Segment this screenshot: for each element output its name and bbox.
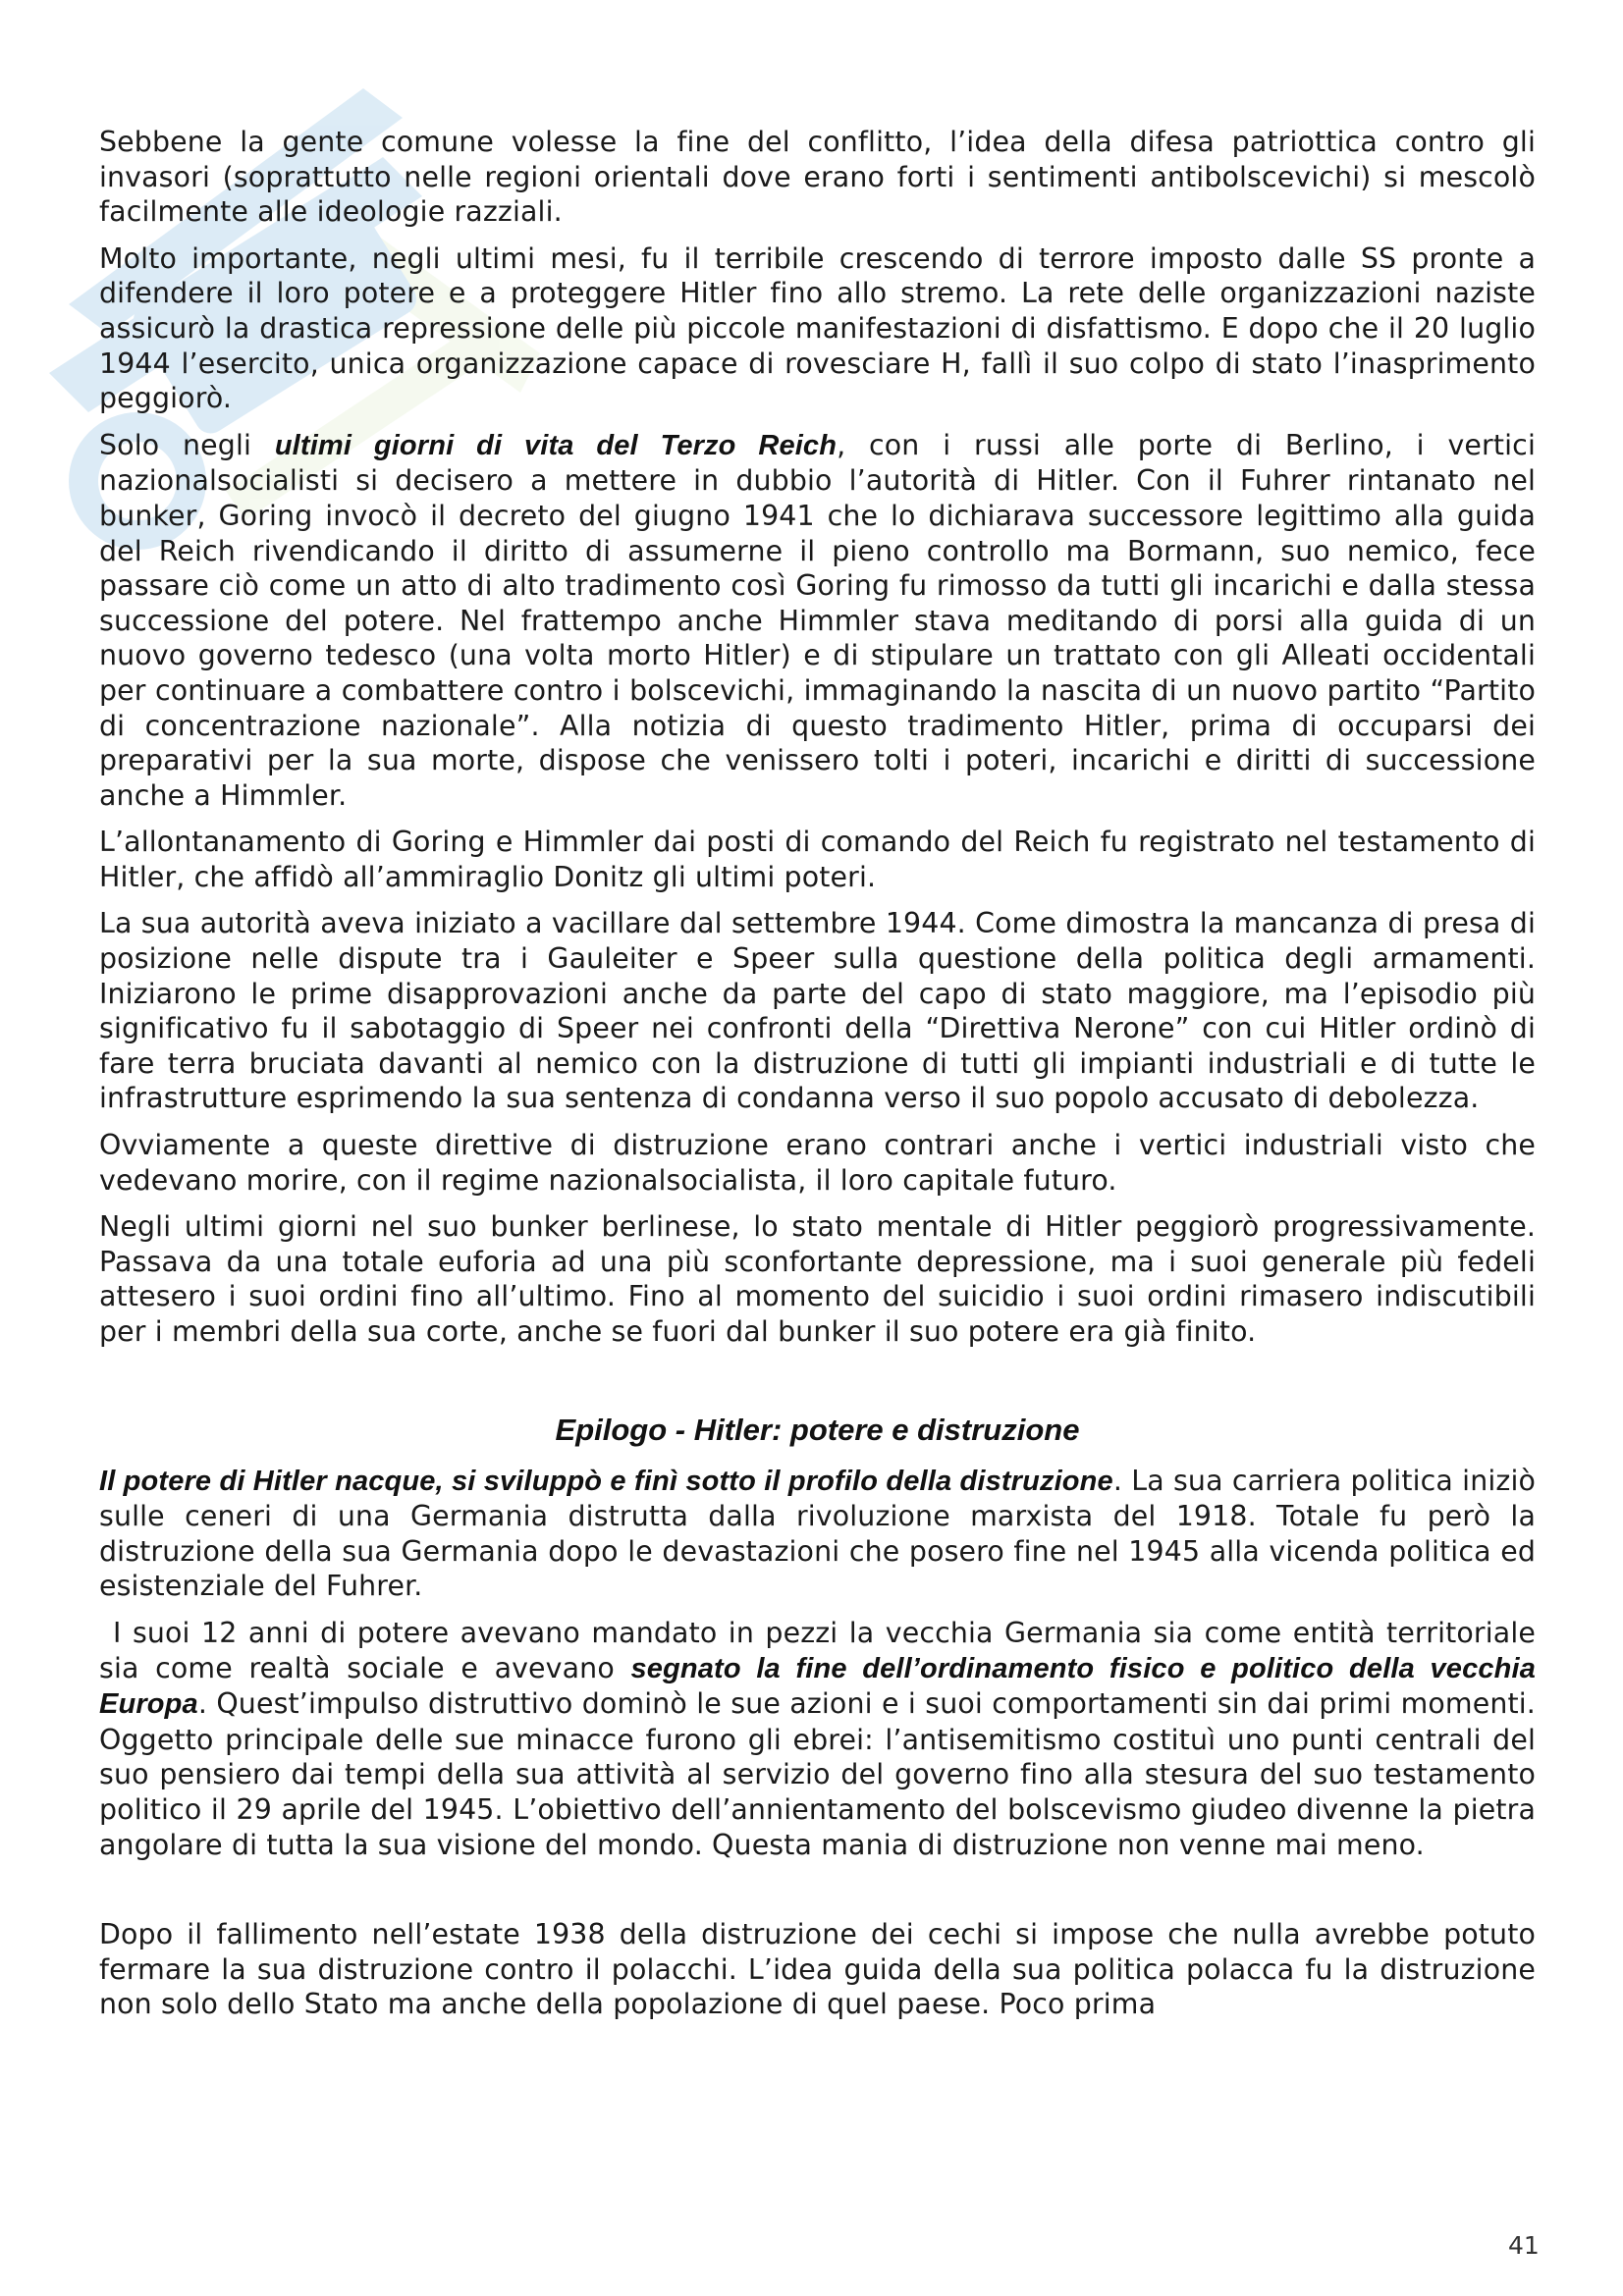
paragraph-6: Ovviamente a queste direttive di distruzione erano contrari anche i vertici industriali visto che vedevano morire, con il regime nazionalsocialista, il loro capitale futuro. [99,1129,1536,1197]
paragraph-9-rest: . Quest’impulso distruttivo dominò le sue azioni e i suoi comportamenti sin dai primi momenti. Oggetto principale delle sue minacce furono gli ebrei: l’antisemitismo costituì uno punti centrali del suo pensiero dai tempi della sua attività al servizio del governo fino alla stesura del suo testamento politico il 29 aprile del 1945. L’obiettivo dell’annientamento del bolscevismo giudeo divenne la pietra angolare di tutta la sua visione del mondo. Questa mania di distruzione non venne mai meno. [99,1687,1536,1861]
paragraph-5: La sua autorità aveva iniziato a vacillare dal settembre 1944. Come dimostra la mancanza di presa di posizione nelle dispute tra i Gauleiter e Speer sulla questione della politica degli armamenti. Iniziarono le prime disapprovazioni anche da parte del capo di stato maggiore, ma l’episodio più significativo fu il sabotaggio di Speer nei confronti della “Direttiva Nerone” con cui Hitler ordinò di fare terra bruciata davanti al nemico con la distruzione di tutti gli impianti industriali e di tutte le infrastrutture esprimendo la sua sentenza di condanna verso il suo popolo accusato di debolezza. [99,907,1536,1115]
paragraph-4: L’allontanamento di Goring e Himmler dai posti di comando del Reich fu registrato nel testamento di Hitler, che affidò all’ammiraglio Donitz gli ultimi poteri. [99,826,1536,893]
paragraph-7: Negli ultimi giorni nel suo bunker berlinese, lo stato mentale di Hitler peggiorò progressivamente. Passava da una totale euforia ad una più sconfortante depressione, ma i suoi generale più fedeli attesero i suoi ordini fino all’ultimo. Fino al momento del suicidio i suoi ordini rimasero indiscutibili per i membri della sua corte, anche se fuori dal bunker il suo potere era già finito. [99,1210,1536,1348]
paragraph-3-rest: , con i russi alle porte di Berlino, i vertici nazionalsocialisti si decisero a mettere in dubbio l’autorità di Hitler. Con il Fuhrer rintanato nel bunker, Goring invocò il decreto del giugno 1941 che lo dichiarava successore legittimo alla guida del Reich rivendicando il diritto di assumerne il pieno controllo ma Bormann, suo nemico, fece passare ciò come un atto di alto tradimento così Goring fu rimosso da tutti gli incarichi e dalla stessa successione del potere. Nel frattempo anche Himmler stava meditando di porsi alla guida di un nuovo governo tedesco (una volta morto Hitler) e di stipulare un trattato con gli Alleati occidentali per continuare a combattere contro i bolscevichi, immaginando la nascita di un nuovo partito “Partito di concentrazione nazionale”. Alla notizia di questo tradimento Hitler, prima di occuparsi dei preparativi per la sua morte, dispose che venissero tolti i poteri, incarichi e diritti di successione anche a Himmler. [99,428,1536,812]
paragraph-8-emphasis: Il potere di Hitler nacque, si sviluppò e finì sotto il profilo della distruzione [99,1465,1113,1497]
paragraph-3-start: Solo negli [99,428,275,461]
page-number: 41 [1508,2231,1540,2260]
paragraph-8-rest: . La sua carriera politica iniziò sulle ceneri di una Germania distrutta dalla rivoluzione marxista del 1918. Totale fu però la distruzione della sua Germania dopo le devastazioni che posero fine nel 1945 alla vicenda politica ed esistenziale del Fuhrer. [99,1464,1537,1603]
paragraph-8 [99,1464,1536,1604]
paragraph-3-emphasis: ultimi giorni di vita del Terzo Reich [274,429,838,461]
paragraph-9 [99,1616,1536,1862]
document-body [99,125,1536,2034]
paragraph-10: Dopo il fallimento nell’estate 1938 della distruzione dei cechi si impose che nulla avrebbe potuto fermare la sua distruzione contro il polacchi. L’idea guida della sua politica polacca fu la distruzione non solo dello Stato ma anche della popolazione di quel paese. Poco prima [99,1918,1536,2021]
paragraph-3 [99,428,1536,814]
paragraph-2: Molto importante, negli ultimi mesi, fu il terribile crescendo di terrore imposto dalle SS pronte a difendere il loro potere e a proteggere Hitler fino allo stremo. La rete delle organizzazioni naziste assicurò la drastica repressione delle più piccole manifestazioni di disfattismo. E dopo che il 20 luglio 1944 l’esercito, unica organizzazione capace di rovesciare H, fallì il suo colpo di stato l’inasprimento peggiorò. [99,241,1536,415]
section-heading: Epilogo - Hitler: potere e distruzione [555,1412,1080,1447]
paragraph-9-emphasis: segnato la fine dell’ordinamento fisico e politico della vecchia Europa [99,1652,1536,1721]
paragraph-9-start: I suoi 12 anni di potere avevano mandato in pezzi la vecchia Germania sia come entità territoriale sia come realtà sociale e avevano [99,1616,1536,1684]
paragraph-1: Sebbene la gente comune volesse la fine del conflitto, l’idea della difesa patriottica contro gli invasori (soprattutto nelle regioni orientali dove erano forti i sentimenti antibolscevichi) si mescolò facilmente alle ideologie razziali. [99,126,1536,229]
